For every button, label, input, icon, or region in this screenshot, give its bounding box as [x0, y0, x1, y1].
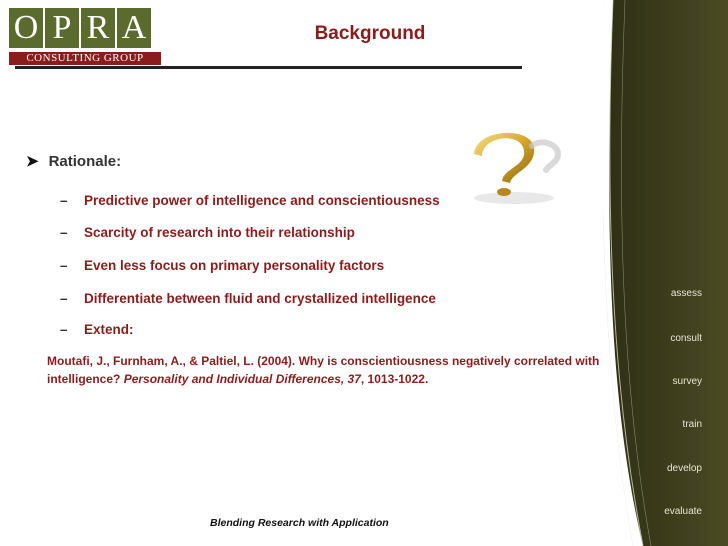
bullet-item — [60, 322, 134, 337]
dash-icon: – — [60, 258, 68, 273]
logo-letters — [9, 8, 151, 48]
rationale-heading — [26, 152, 121, 170]
footer-tagline: Blending Research with Application — [210, 517, 389, 529]
dash-icon: – — [60, 291, 68, 306]
citation-journal: Personality and Individual Differences, 37 — [123, 372, 361, 386]
sidebar-item-evaluate: evaluate — [664, 506, 702, 517]
citation-authors: Moutafi, J., Furnham, A., & Paltiel, L. (2004). Why is conscientiousness negatively correlated with intelligence? — [47, 354, 600, 386]
sidebar-item-survey: survey — [672, 376, 702, 387]
opra-logo — [9, 8, 161, 66]
bullet-text: Predictive power of intelligence and conscientiousness — [84, 193, 440, 208]
bullet-text: Differentiate between fluid and crystallized intelligence — [84, 291, 436, 306]
sidebar-panel — [603, 0, 728, 546]
dash-icon: – — [60, 322, 68, 337]
sidebar-item-develop: develop — [666, 463, 702, 474]
bullet-text: Extend: — [84, 322, 134, 337]
citation — [47, 352, 607, 388]
bullet-item — [60, 225, 355, 240]
citation-pages: , 1013-1022. — [360, 372, 429, 386]
title-divider — [15, 66, 522, 69]
logo-subtitle: CONSULTING GROUP — [9, 52, 161, 65]
bullet-text: Scarcity of research into their relationship — [84, 225, 355, 240]
dash-icon: – — [60, 225, 68, 240]
rationale-label: Rationale: — [48, 153, 122, 170]
sidebar-item-train: train — [682, 419, 702, 430]
sidebar-item-assess: assess — [670, 288, 702, 299]
logo-letter-o: O — [9, 8, 43, 48]
question-mark-icon — [462, 126, 572, 206]
panel-background — [603, 0, 728, 546]
slide-title: Background — [314, 23, 426, 44]
bullet-item — [60, 258, 384, 273]
logo-letter-r: R — [81, 8, 115, 48]
bullet-item — [60, 291, 436, 306]
logo-letter-p: P — [45, 8, 79, 48]
arrow-bullet-icon: ➤ — [26, 153, 39, 170]
logo-letter-a: A — [117, 8, 151, 48]
sidebar-item-consult: consult — [670, 333, 702, 344]
bullet-text: Even less focus on primary personality factors — [84, 258, 385, 273]
dash-icon: – — [60, 193, 68, 208]
bullet-item — [60, 193, 440, 208]
